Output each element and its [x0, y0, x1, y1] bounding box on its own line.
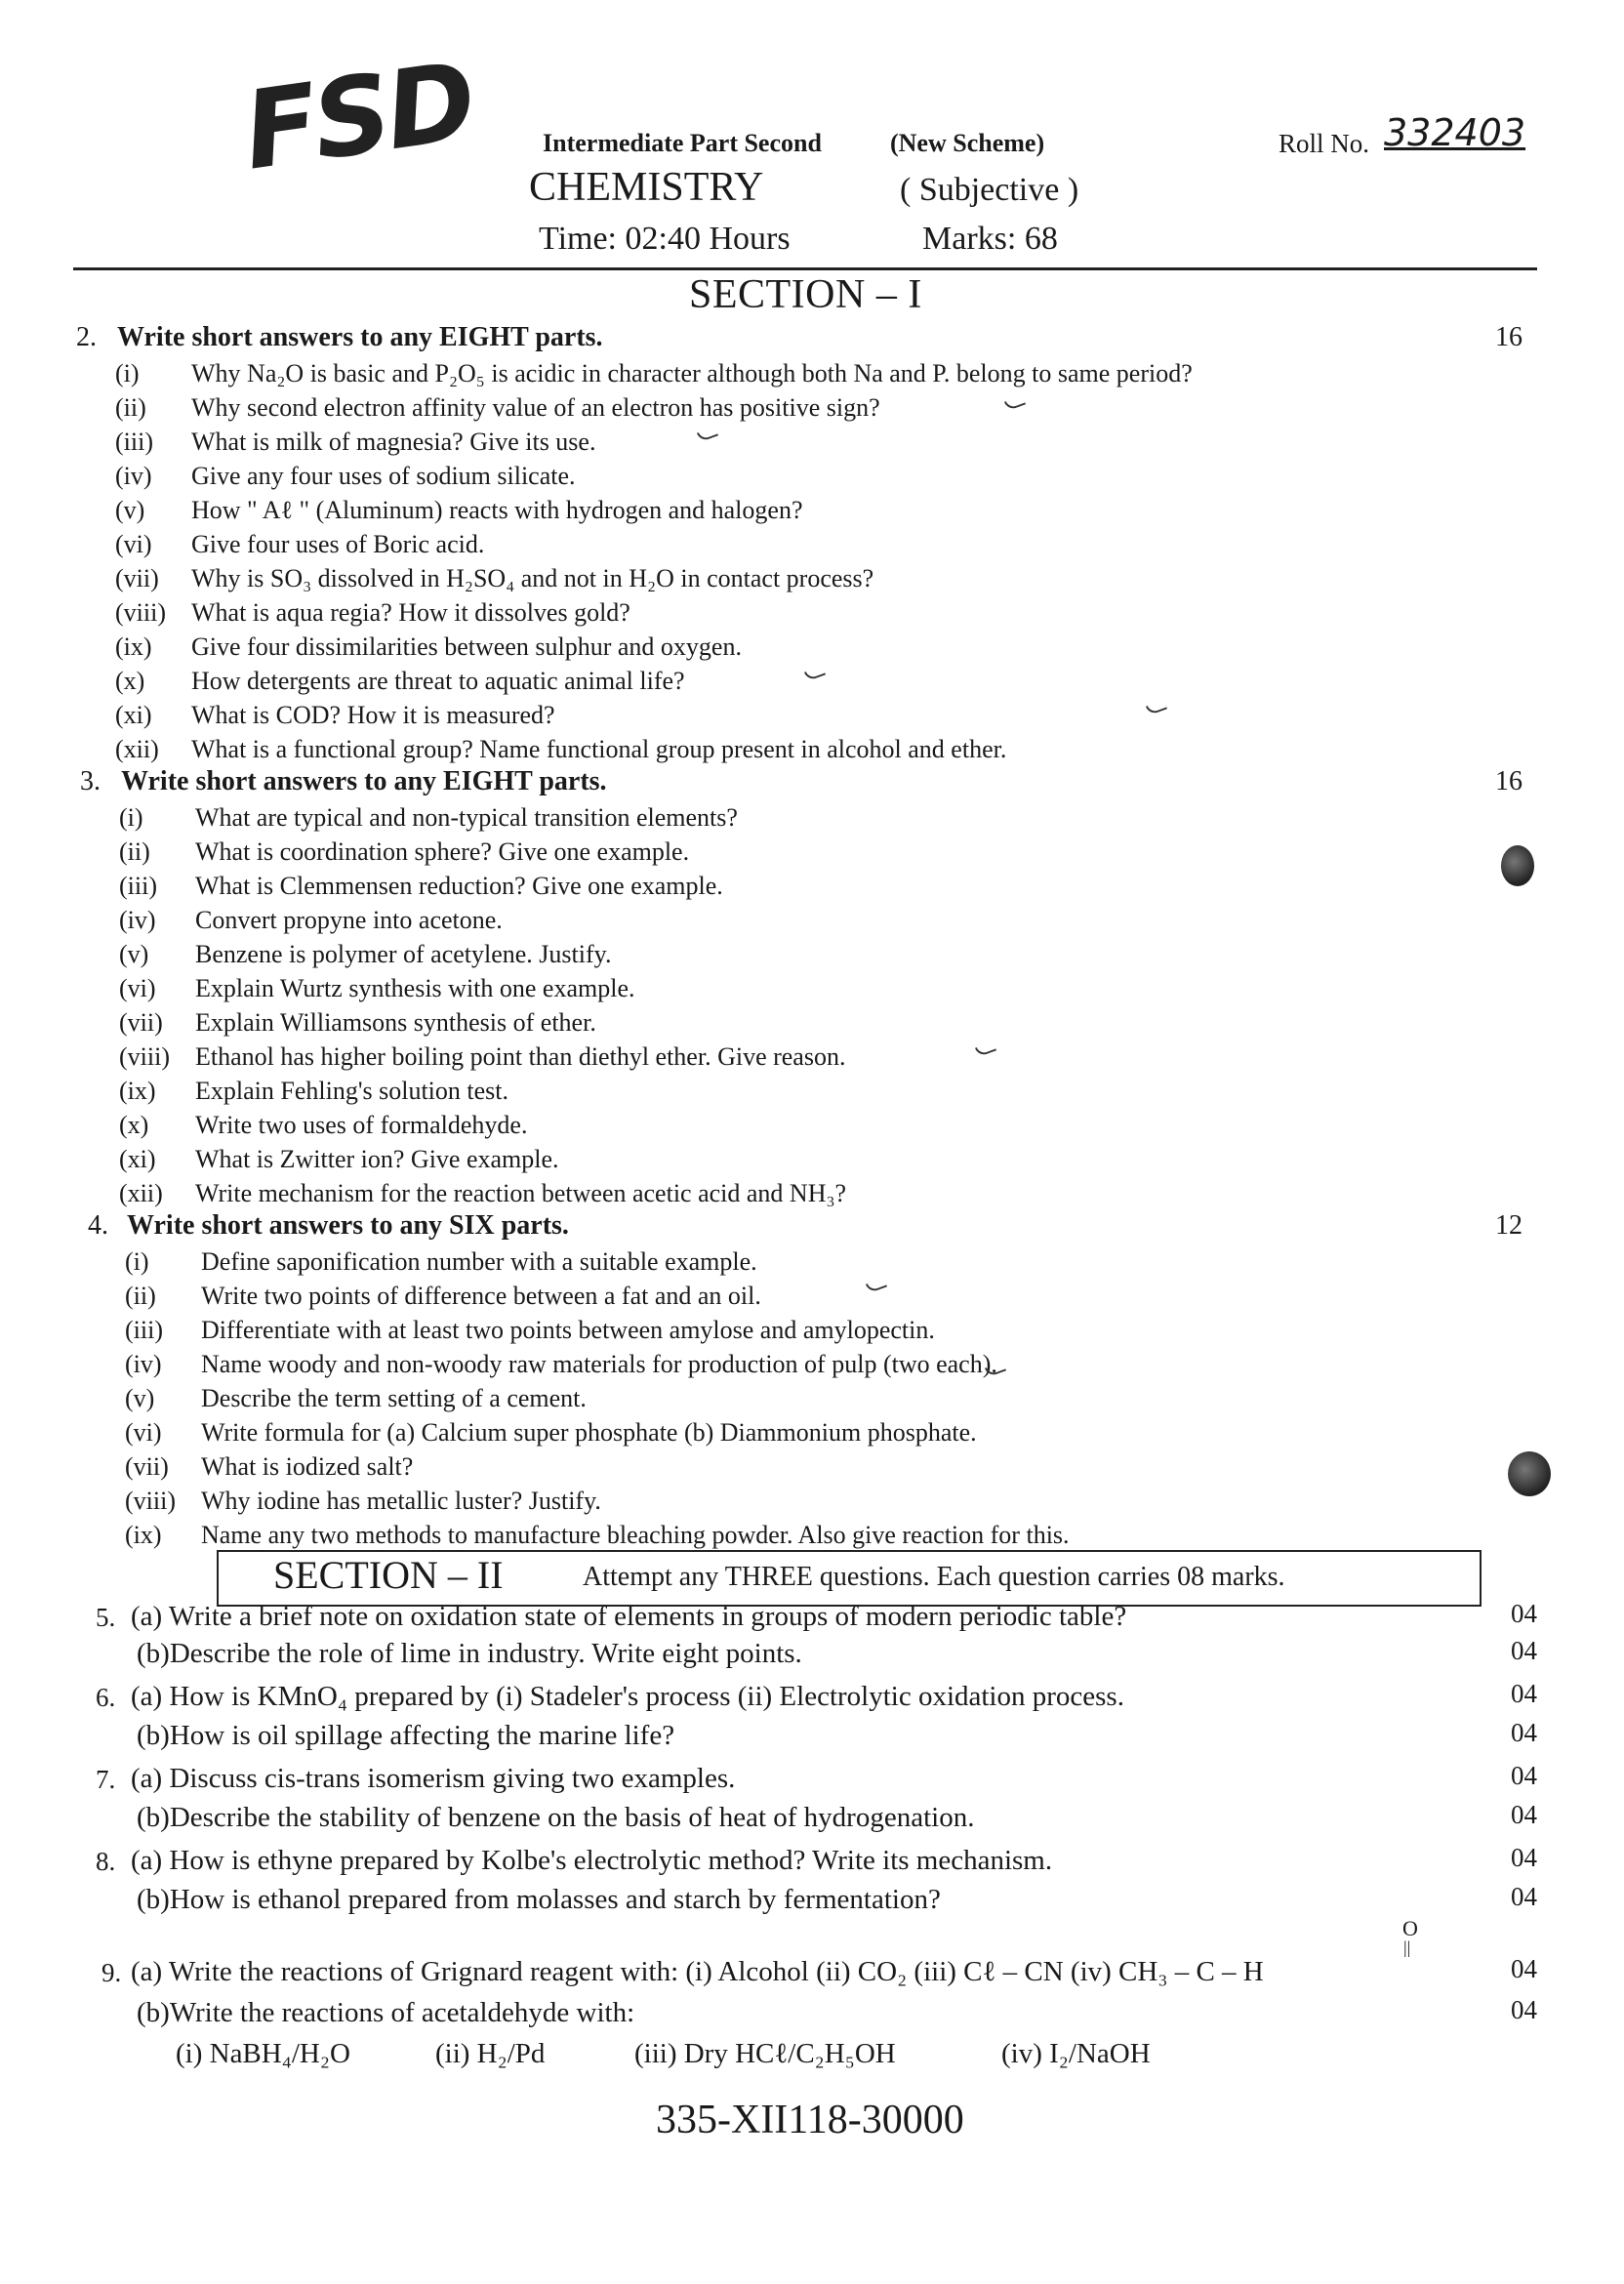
- roll-number: 332403: [1384, 111, 1526, 154]
- part-b-marks: 04: [1511, 1882, 1537, 1911]
- question-marks: 12: [1495, 1210, 1522, 1241]
- part-number: (xii): [115, 735, 159, 763]
- question-part-b: (b)Describe the role of lime in industry. Write eight points.: [137, 1638, 802, 1669]
- part-number: (xii): [119, 1179, 163, 1207]
- paper-code: 335-XII118-30000: [656, 2098, 964, 2142]
- part-number: (iv): [115, 462, 152, 490]
- part-text: Differentiate with at least two points between amylose and amylopectin.: [201, 1316, 935, 1344]
- part-text: Benzene is polymer of acetylene. Justify.: [195, 940, 612, 968]
- question-number: 3.: [80, 766, 101, 796]
- part-number: (i): [115, 359, 140, 387]
- question-number: 2.: [76, 322, 97, 352]
- part-number: (x): [119, 1111, 149, 1139]
- part-text: Explain Fehling's solution test.: [195, 1077, 509, 1105]
- question-number: 9.: [102, 1958, 122, 1987]
- part-b-marks: 04: [1511, 1995, 1537, 2024]
- part-text: What are typical and non-typical transition elements?: [195, 803, 738, 832]
- part-text: Write two points of difference between a fat and an oil.: [201, 1282, 761, 1310]
- part-number: (iii): [119, 872, 157, 900]
- part-text: What is iodized salt?: [201, 1452, 414, 1481]
- question-part-a: (a) How is ethyne prepared by Kolbe's electrolytic method? Write its mechanism.: [131, 1845, 1053, 1876]
- part-number: (i): [125, 1247, 149, 1276]
- part-b-marks: 04: [1511, 1800, 1537, 1829]
- part-text: What is Zwitter ion? Give example.: [195, 1145, 559, 1173]
- part-text: What is aqua regia? How it dissolves gold?: [191, 598, 630, 627]
- part-a-marks: 04: [1511, 1599, 1537, 1628]
- check-mark: [804, 666, 826, 681]
- part-text: Ethanol has higher boiling point than diethyl ether. Give reason.: [195, 1042, 846, 1071]
- part-text: Define saponification number with a suitable example.: [201, 1247, 757, 1276]
- question-number: 4.: [88, 1210, 108, 1241]
- question-marks: 16: [1495, 322, 1522, 352]
- section-1-title: SECTION – I: [689, 272, 922, 317]
- question-number: 7.: [96, 1765, 116, 1794]
- question-part-a: (a) How is KMnO₄ prepared by (i) Stadeler's process (ii) Electrolytic oxidation process.: [131, 1681, 1124, 1712]
- question-part-a: (a) Write a brief note on oxidation state of elements in groups of modern periodic table?: [131, 1601, 1127, 1632]
- question-part-b: (b)How is ethanol prepared from molasses and starch by fermentation?: [137, 1884, 941, 1915]
- part-a-marks: 04: [1511, 1679, 1537, 1708]
- part-a-marks: 04: [1511, 1954, 1537, 1983]
- part-number: (viii): [115, 598, 166, 627]
- part-number: (iii): [125, 1316, 163, 1344]
- reagent-item: (i) NaBH₄/H₂O: [176, 2038, 350, 2069]
- part-text: Give four uses of Boric acid.: [191, 530, 485, 558]
- ink-blot: [1508, 1451, 1551, 1496]
- part-b-marks: 04: [1511, 1636, 1537, 1665]
- part-text: Why iodine has metallic luster? Justify.: [201, 1487, 601, 1515]
- part-number: (vi): [125, 1418, 162, 1447]
- part-text: Give any four uses of sodium silicate.: [191, 462, 576, 490]
- question-part-b: (b)Describe the stability of benzene on the basis of heat of hydrogenation.: [137, 1802, 975, 1833]
- part-text: How " Aℓ " (Aluminum) reacts with hydrogen and halogen?: [191, 496, 803, 524]
- part-number: (v): [119, 940, 149, 968]
- part-number: (xi): [119, 1145, 156, 1173]
- question-part-a: (a) Write the reactions of Grignard reagent with: (i) Alcohol (ii) CO₂ (iii) Cℓ – CN (iv) CH₃ – C – H: [131, 1956, 1264, 1987]
- ink-blot: [1501, 845, 1534, 886]
- part-text: Convert propyne into acetone.: [195, 906, 503, 934]
- part-number: (iv): [119, 906, 156, 934]
- part-number: (ii): [125, 1282, 156, 1310]
- question-number: 5.: [96, 1603, 116, 1632]
- check-mark: [866, 1278, 887, 1293]
- question-part-a: (a) Discuss cis-trans isomerism giving two examples.: [131, 1763, 736, 1794]
- part-text: Explain Wurtz synthesis with one example.: [195, 974, 635, 1002]
- question-marks: 16: [1495, 766, 1522, 796]
- part-text: How detergents are threat to aquatic animal life?: [191, 667, 685, 695]
- check-mark: [697, 427, 718, 442]
- part-number: (ix): [119, 1077, 156, 1105]
- part-number: (vii): [119, 1008, 163, 1037]
- part-text: Write two uses of formaldehyde.: [195, 1111, 528, 1139]
- paper-type: ( Subjective ): [900, 172, 1079, 208]
- question-part-b: (b)Write the reactions of acetaldehyde with:: [137, 1997, 635, 2028]
- time-allowed: Time: 02:40 Hours: [539, 221, 791, 257]
- fsd-handwritten-mark: FSD: [236, 38, 480, 194]
- part-text: Explain Williamsons synthesis of ether.: [195, 1008, 596, 1037]
- part-text: Why Na₂O is basic and P₂O₅ is acidic in character although both Na and P. belong to same period?: [191, 359, 1193, 387]
- part-number: (x): [115, 667, 145, 695]
- part-number: (ix): [125, 1521, 162, 1549]
- carbonyl-double-bond: ||: [1403, 1937, 1411, 1957]
- part-text: Write mechanism for the reaction between acetic acid and NH₃?: [195, 1179, 847, 1207]
- part-text: Describe the term setting of a cement.: [201, 1384, 587, 1412]
- part-text: Name any two methods to manufacture bleaching powder. Also give reaction for this.: [201, 1521, 1070, 1549]
- part-b-marks: 04: [1511, 1718, 1537, 1747]
- part-number: (iii): [115, 428, 153, 456]
- reagent-item: (ii) H₂/Pd: [435, 2038, 546, 2069]
- part-number: (ii): [115, 393, 146, 422]
- question-number: 8.: [96, 1847, 116, 1876]
- carbonyl-oxygen: O: [1402, 1916, 1418, 1940]
- check-mark: [1146, 700, 1167, 715]
- question-heading: Write short answers to any SIX parts.: [127, 1210, 569, 1241]
- roll-label: Roll No.: [1279, 129, 1370, 158]
- part-text: Give four dissimilarities between sulphur and oxygen.: [191, 632, 742, 661]
- part-number: (viii): [119, 1042, 170, 1071]
- part-text: What is milk of magnesia? Give its use.: [191, 428, 596, 456]
- part-text: Write formula for (a) Calcium super phosphate (b) Diammonium phosphate.: [201, 1418, 977, 1447]
- question-part-b: (b)How is oil spillage affecting the marine life?: [137, 1720, 675, 1751]
- check-mark: [975, 1041, 996, 1057]
- part-number: (vii): [125, 1452, 169, 1481]
- part-number: (vi): [115, 530, 152, 558]
- part-number: (ii): [119, 837, 150, 866]
- scheme-label: (New Scheme): [890, 129, 1045, 157]
- part-text: What is coordination sphere? Give one example.: [195, 837, 690, 866]
- part-text: What is Clemmensen reduction? Give one example.: [195, 872, 723, 900]
- question-number: 6.: [96, 1683, 116, 1712]
- subject-title: CHEMISTRY: [529, 165, 764, 210]
- exam-title: Intermediate Part Second: [543, 129, 822, 157]
- header-divider: [73, 267, 1537, 270]
- question-heading: Write short answers to any EIGHT parts.: [117, 322, 603, 352]
- check-mark: [1004, 395, 1026, 411]
- part-number: (ix): [115, 632, 152, 661]
- part-number: (vii): [115, 564, 159, 592]
- part-number: (v): [125, 1384, 155, 1412]
- section-2-instruction: Attempt any THREE questions. Each question carries 08 marks.: [583, 1562, 1285, 1592]
- question-heading: Write short answers to any EIGHT parts.: [121, 766, 607, 796]
- total-marks: Marks: 68: [922, 221, 1058, 257]
- part-text: What is a functional group? Name functional group present in alcohol and ether.: [191, 735, 1007, 763]
- part-number: (viii): [125, 1487, 176, 1515]
- part-number: (v): [115, 496, 145, 524]
- part-text: Why second electron affinity value of an electron has positive sign?: [191, 393, 880, 422]
- part-number: (i): [119, 803, 143, 832]
- part-text: Name woody and non-woody raw materials for production of pulp (two each).: [201, 1350, 997, 1378]
- part-text: What is COD? How it is measured?: [191, 701, 555, 729]
- part-a-marks: 04: [1511, 1761, 1537, 1790]
- part-text: Why is SO₃ dissolved in H₂SO₄ and not in H₂O in contact process?: [191, 564, 874, 592]
- part-a-marks: 04: [1511, 1843, 1537, 1872]
- reagent-item: (iv) I₂/NaOH: [1001, 2038, 1151, 2069]
- part-number: (xi): [115, 701, 152, 729]
- part-number: (vi): [119, 974, 156, 1002]
- part-number: (iv): [125, 1350, 162, 1378]
- section-2-title: SECTION – II: [273, 1553, 504, 1597]
- reagent-item: (iii) Dry HCℓ/C₂H₅OH: [634, 2038, 896, 2069]
